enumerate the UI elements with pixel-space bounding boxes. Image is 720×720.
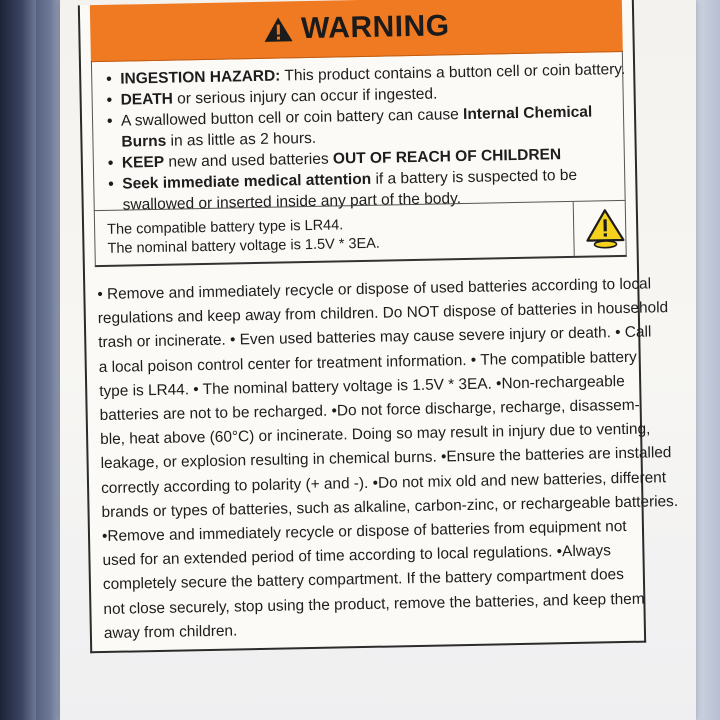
paragraph-line: regulations and keep away from children. Do NOT dispose of batteries in household [97, 299, 669, 328]
paragraph-line: type is LR44. • The nominal battery voltage is 1.5V * 3EA. •Non-rechargeable [99, 372, 625, 400]
paragraph-line: trash or incinerate. • Even used batteries may cause severe injury or death. • Call [98, 323, 652, 352]
paragraph-line: brands or types of batteries, such as alkaline, carbon-zinc, or rechargeable batteries. [101, 492, 679, 521]
battery-voltage-line: The nominal battery voltage is 1.5V * 3EA. [107, 235, 381, 257]
device-edge [0, 0, 36, 720]
paragraph-line: •Remove and immediately recycle or dispose of batteries from equipment not [101, 517, 627, 546]
paragraph-line: a local poison control center for treatment information. • The compatible battery [98, 348, 637, 376]
hazard-item-continuation: swallowed or inserted inside any part of the body. [122, 190, 462, 214]
paragraph-line: away from children. [103, 622, 238, 642]
paragraph-line: leakage, or explosion resulting in chemical burns. •Ensure the batteries are installed [100, 444, 672, 473]
warning-title: WARNING [300, 9, 450, 46]
paragraph-line: correctly according to polarity (+ and -). •Do not mix old and new batteries, different [100, 468, 667, 497]
paragraph-line: ble, heat above (60°C) or incinerate. Doing so may result in injury due to venting, [100, 420, 651, 449]
paragraph-line: not close securely, stop using the product, remove the batteries, and keep them [103, 590, 645, 618]
paragraph-line: used for an extended period of time according to local regulations. •Always [102, 542, 612, 570]
battery-safety-paragraph [97, 273, 679, 646]
hazard-item: • KEEP new and used batteries OUT OF REACH OF CHILDREN [107, 146, 562, 172]
battery-info-text [107, 216, 380, 259]
warning-label [78, 0, 679, 653]
divider [573, 202, 575, 256]
battery-type-line: The compatible battery type is LR44. [106, 217, 344, 238]
battery-info-box [94, 201, 627, 267]
paragraph-line: batteries are not to be recharged. •Do not force discharge, recharge, disassem- [99, 396, 640, 425]
hazard-item: • Seek immediate medical attention if a battery is suspected to be [108, 166, 578, 193]
hazard-item-continuation: Burns in as little as 2 hours. [121, 129, 317, 151]
hazard-item: • INGESTION HAZARD: This product contains a button cell or coin battery. [106, 60, 626, 88]
hazard-item: • DEATH or serious injury can occur if ingested. [106, 85, 438, 109]
warning-triangle-icon [263, 16, 293, 43]
hazard-item: • A swallowed button cell or coin battery can cause Internal Chemical [106, 103, 593, 130]
paragraph-line: completely secure the battery compartment. If the battery compartment does [102, 566, 624, 594]
paragraph-line: • Remove and immediately recycle or dispose of used batteries according to local [97, 275, 652, 304]
battery-warning-icon [585, 207, 626, 250]
hazard-list [91, 51, 626, 214]
